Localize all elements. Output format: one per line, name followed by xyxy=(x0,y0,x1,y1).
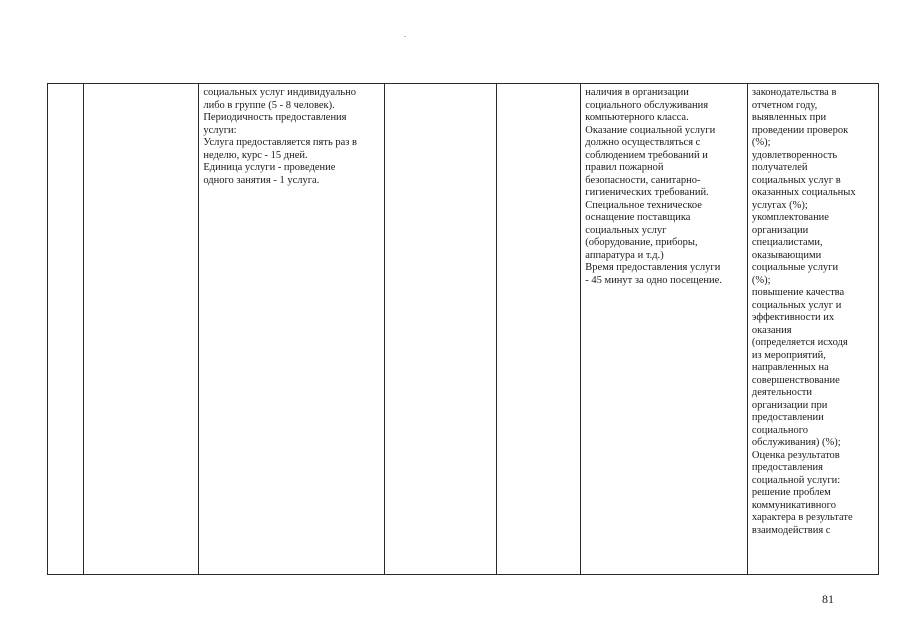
text-line: гигиенических требований. xyxy=(585,187,709,198)
text-line: Оказание социальной услуги xyxy=(585,124,716,136)
text-line: Периодичность предоставления xyxy=(203,112,347,123)
text-line: оказанных социальных xyxy=(751,187,856,198)
text-line: услугах (%); xyxy=(751,199,808,211)
text-line: Время предоставления услуги xyxy=(585,262,721,273)
table-cell-col6 xyxy=(581,84,748,575)
text-line: Специальное техническое xyxy=(585,199,702,211)
quality-conditions-text xyxy=(581,84,747,287)
text-line: социальных услуг xyxy=(585,224,667,236)
text-line: компьютерного класса. xyxy=(585,112,689,123)
text-line: обслуживания) (%); xyxy=(751,437,841,448)
services-table xyxy=(47,83,879,575)
text-line: социальных услуг индивидуально xyxy=(203,87,357,98)
table-cell-col3 xyxy=(199,84,385,575)
text-line: - 45 минут за одно посещение. xyxy=(585,274,722,286)
text-line: (оборудование, приборы, xyxy=(585,237,698,248)
text-line: социального обслуживания xyxy=(585,99,709,111)
text-line: повышение качества xyxy=(751,287,845,298)
text-line: организации xyxy=(751,224,809,236)
text-line: должно осуществляться с xyxy=(585,137,701,148)
table-row xyxy=(48,84,879,575)
service-delivery-text xyxy=(199,84,384,187)
text-line: организации при xyxy=(751,399,828,411)
table-cell-col4 xyxy=(385,84,497,575)
text-line: Единица услуги - проведение xyxy=(203,162,336,173)
text-line: либо в группе (5 - 8 человек). xyxy=(203,99,335,111)
text-line: удовлетворенность xyxy=(751,149,838,161)
text-line: социальной услуги: xyxy=(751,474,841,486)
text-line: выявленных при xyxy=(751,112,827,123)
text-line: проведении проверок xyxy=(751,124,849,136)
text-line: социальных услуг в xyxy=(751,174,841,186)
text-line: безопасности, санитарно- xyxy=(585,174,701,186)
text-line: из мероприятий, xyxy=(751,349,826,361)
table-cell-col5 xyxy=(496,84,580,575)
text-line: социального xyxy=(751,424,808,436)
table-cell-col1 xyxy=(48,84,84,575)
text-line: направленных на xyxy=(751,362,829,373)
text-line: аппаратура и т.д.) xyxy=(585,249,664,261)
text-line: решение проблем xyxy=(751,487,831,498)
text-line: коммуникативного xyxy=(751,499,836,511)
text-line: (%); xyxy=(751,274,771,286)
text-line: отчетном году, xyxy=(751,99,818,111)
text-line: (%); xyxy=(751,137,771,148)
text-line: эффективности их xyxy=(751,312,835,323)
text-line: специалистами, xyxy=(751,237,823,248)
text-line: законодательства в xyxy=(751,87,837,98)
text-line: Услуга предоставляется пять раз в xyxy=(203,137,358,148)
text-line: услуги: xyxy=(203,124,237,136)
page-number: 81 xyxy=(822,592,834,606)
text-line: предоставления xyxy=(751,462,823,473)
text-line: предоставлении xyxy=(751,412,824,423)
table-cell-col7 xyxy=(747,84,878,575)
scan-speck xyxy=(404,36,406,37)
text-line: правил пожарной xyxy=(585,162,664,173)
text-line: социальных услуг и xyxy=(751,299,842,311)
text-line: оснащение поставщика xyxy=(585,212,691,223)
text-line: Оценка результатов xyxy=(751,449,840,461)
text-line: неделю, курс - 15 дней. xyxy=(203,149,308,161)
text-line: соблюдением требований и xyxy=(585,149,708,161)
text-line: взаимодействия с xyxy=(751,524,831,536)
text-line: укомплектование xyxy=(751,212,829,223)
text-line: характера в результате xyxy=(751,512,853,523)
text-line: получателей xyxy=(751,162,808,173)
table-cell-col2 xyxy=(83,84,199,575)
text-line: (определяется исходя xyxy=(751,337,848,348)
performance-indicators-text xyxy=(748,84,878,537)
text-line: оказывающими xyxy=(751,249,822,261)
text-line: совершенствование xyxy=(751,374,840,386)
text-line: одного занятия - 1 услуга. xyxy=(203,174,320,186)
text-line: наличия в организации xyxy=(585,87,689,98)
text-line: социальные услуги xyxy=(751,262,839,273)
text-line: оказания xyxy=(751,324,792,336)
text-line: деятельности xyxy=(751,387,812,398)
